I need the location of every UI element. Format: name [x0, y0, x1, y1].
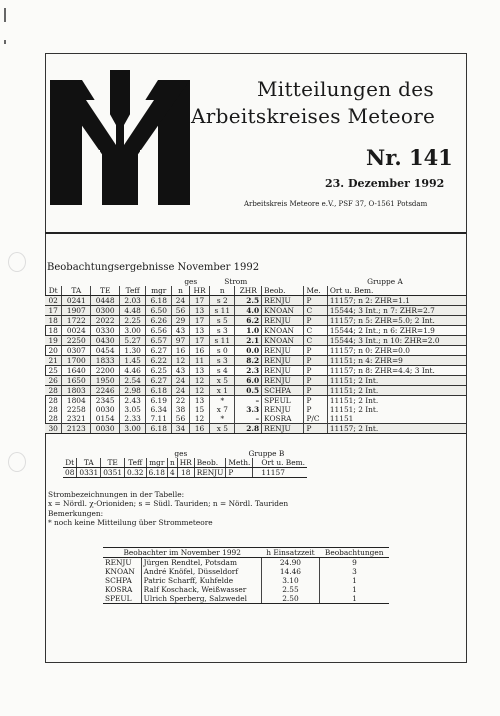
- cell-n: 24: [172, 376, 189, 386]
- cell-te: 0430: [91, 336, 120, 346]
- cell-sn: s 3: [210, 326, 235, 336]
- cell-name: Patric Scharff, Kuhfelde: [141, 576, 261, 585]
- table-row: [45, 306, 466, 316]
- cell-te: 1950: [91, 376, 120, 386]
- cell-hr: 12: [189, 414, 210, 424]
- table-row: [103, 567, 389, 576]
- cell-me: P: [304, 396, 327, 406]
- header-hours: h Einsatzzeit: [261, 548, 319, 558]
- title-line-1: Mitteilungen des: [257, 77, 434, 101]
- cell-mgr: 7.11: [146, 414, 172, 424]
- cell-teff: 4.46: [120, 366, 146, 376]
- cell-me: P: [304, 424, 327, 434]
- cell-sn: s 11: [210, 306, 235, 316]
- cell-ta: 0024: [62, 326, 91, 336]
- header-gruppe: Gruppe A: [367, 277, 403, 286]
- cell-dt: 20: [48, 346, 58, 355]
- cell-me: C: [304, 326, 327, 336]
- cell-n: 34: [172, 424, 189, 434]
- cell-ort: 11151: [327, 414, 466, 424]
- cell-ort: 11157: [253, 468, 307, 478]
- column-header: Dt: [63, 458, 77, 468]
- cell-sn: s 11: [210, 336, 235, 346]
- cell-beob: KNOAN: [262, 326, 304, 336]
- cell-zhr: 2.8: [235, 424, 262, 434]
- cell-zhr: 2.1: [235, 336, 262, 346]
- cell-teff: 1.30: [120, 346, 146, 356]
- observer-summary-table: [103, 547, 389, 604]
- cell-ta: 2321: [62, 414, 91, 424]
- table-row: [45, 346, 466, 356]
- cell-mgr: 6.18: [146, 424, 172, 434]
- cell-teff: 2.33: [120, 414, 146, 424]
- column-header: Beob.: [194, 458, 226, 468]
- cell-observations: 1: [319, 576, 389, 585]
- cell-te: 2022: [91, 316, 120, 326]
- cell-beob: RENJU: [262, 296, 304, 306]
- cell-ta: 1803: [62, 386, 91, 396]
- cell-te: 1833: [91, 356, 120, 366]
- cell-n: 29: [172, 316, 189, 326]
- results-table-group-b: [63, 449, 307, 478]
- cell-mgr: 6.27: [146, 346, 172, 356]
- table-row: [45, 316, 466, 326]
- publisher-address: Arbeitskreis Meteore e.V., PSF 37, O-1561 Potsdam: [244, 200, 428, 208]
- cell-me: P: [304, 356, 327, 366]
- cell-ort: 11151; 2 Int.: [327, 396, 466, 406]
- issue-date: 23. Dezember 1992: [325, 177, 445, 190]
- cell-mgr: 6.56: [146, 326, 172, 336]
- cell-beob: RENJU: [262, 376, 304, 386]
- cell-meth: P: [226, 468, 253, 478]
- table-row: [45, 296, 466, 306]
- cell-dt: 18: [48, 326, 58, 335]
- cell-ort: 11151; 2 Int.: [327, 405, 466, 414]
- cell-n: 56: [172, 306, 189, 316]
- notes-line: * noch keine Mitteilung über Strommeteore: [48, 517, 213, 527]
- cell-beob: RENJU: [262, 316, 304, 326]
- column-header: TA: [62, 286, 91, 296]
- cell-ta: 1804: [62, 396, 91, 406]
- cell-dt: 28: [48, 414, 58, 423]
- header-ges: ges: [174, 449, 188, 458]
- cell-hr: 17: [189, 336, 210, 346]
- column-header: Me.: [304, 286, 327, 296]
- cell-ta: 1722: [62, 316, 91, 326]
- table-row: [45, 376, 466, 386]
- cell-ta: 0241: [62, 296, 91, 306]
- cell-teff: 2.43: [120, 396, 146, 406]
- cell-zhr: 0.0: [235, 346, 262, 356]
- column-header: TE: [101, 458, 125, 468]
- table-row: [45, 366, 466, 376]
- column-header: ZHR: [235, 286, 262, 296]
- cell-te: 0154: [91, 414, 120, 424]
- cell-code: KOSRA: [105, 585, 133, 594]
- cell-dt: 28: [48, 396, 58, 405]
- cell-zhr: –: [235, 396, 262, 406]
- cell-te: 0448: [91, 296, 120, 306]
- cell-mgr: 6.18: [146, 468, 167, 478]
- column-header: HR: [189, 286, 210, 296]
- cell-zhr: 4.0: [235, 306, 262, 316]
- scan-mark: [4, 8, 6, 22]
- cell-name: Ralf Koschack, Weißwasser: [141, 585, 261, 594]
- cell-ta: 0307: [62, 346, 91, 356]
- cell-beob: KNOAN: [262, 306, 304, 316]
- column-header: Beob.: [262, 286, 304, 296]
- cell-sn: s 2: [210, 296, 235, 306]
- column-header: HR: [177, 458, 194, 468]
- table-column-row: [45, 286, 466, 296]
- cell-zhr: 2.3: [235, 366, 262, 376]
- cell-mgr: 6.19: [146, 396, 172, 406]
- cell-ta: 1700: [62, 356, 91, 366]
- cell-beob: RENJU: [194, 468, 226, 478]
- cell-zhr: 6.0: [235, 376, 262, 386]
- header-observations: Beobachtungen: [319, 548, 389, 558]
- cell-n: 16: [172, 346, 189, 356]
- cell-sn: *: [210, 414, 235, 424]
- column-header: TA: [77, 458, 101, 468]
- results-table-group-a: [45, 277, 466, 434]
- cell-me: P: [304, 405, 327, 414]
- cell-observations: 1: [319, 585, 389, 594]
- table-row: [45, 405, 466, 414]
- cell-observations: 3: [319, 567, 389, 576]
- cell-code: KNOAN: [105, 567, 135, 576]
- cell-hr: 12: [189, 376, 210, 386]
- cell-teff: 5.27: [120, 336, 146, 346]
- cell-hr: 13: [189, 326, 210, 336]
- cell-sn: s 4: [210, 366, 235, 376]
- cell-sn: x 5: [210, 424, 235, 434]
- cell-te: 0330: [91, 326, 120, 336]
- cell-teff: 2.98: [120, 386, 146, 396]
- cell-ort: 15544; 3 Int.; n 10: ZHR=2.0: [327, 336, 466, 346]
- column-header: Ort u. Bem.: [327, 286, 466, 296]
- cell-teff: 2.25: [120, 316, 146, 326]
- table-header-row: [45, 277, 466, 286]
- cell-ort: 11157; n 2: ZHR=1.1: [327, 296, 466, 306]
- cell-hr: 17: [189, 316, 210, 326]
- cell-zhr: –: [235, 414, 262, 424]
- cell-beob: RENJU: [262, 366, 304, 376]
- header-gruppe: Gruppe B: [248, 449, 285, 458]
- cell-mgr: 6.25: [146, 366, 172, 376]
- cell-hr: 13: [189, 366, 210, 376]
- cell-zhr: 0.5: [235, 386, 262, 396]
- cell-beob: RENJU: [262, 424, 304, 434]
- header-observer: Beobachter im November 1992: [103, 548, 261, 558]
- cell-hr: 16: [189, 424, 210, 434]
- table-header-row: [103, 548, 389, 558]
- cell-hours: 2.55: [261, 585, 319, 594]
- akm-logo: [50, 70, 190, 210]
- cell-hr: 11: [189, 356, 210, 366]
- punch-hole: [8, 452, 26, 472]
- column-header: TE: [91, 286, 120, 296]
- cell-code: SCHPA: [105, 576, 132, 585]
- cell-beob: RENJU: [262, 405, 304, 414]
- cell-me: P: [304, 296, 327, 306]
- cell-n: 24: [172, 296, 189, 306]
- cell-ort: 11157; n 5: ZHR=5.0; 2 Int.: [327, 316, 466, 326]
- column-header: mgr: [146, 458, 167, 468]
- cell-beob: SCHPA: [262, 386, 304, 396]
- notes-heading: Strombezeichnungen in der Tabelle:: [48, 490, 185, 499]
- cell-sn: s 5: [210, 316, 235, 326]
- cell-n: 56: [172, 414, 189, 424]
- cell-n: 22: [172, 396, 189, 406]
- cell-code: SPEUL: [103, 594, 141, 604]
- cell-me: P: [304, 366, 327, 376]
- punch-hole: [8, 252, 26, 272]
- cell-zhr: 1.0: [235, 326, 262, 336]
- cell-n: 4: [167, 468, 177, 478]
- notes-line: Bemerkungen:: [48, 508, 104, 518]
- table-row: [45, 414, 466, 424]
- cell-me: C: [304, 306, 327, 316]
- cell-dt: 25: [48, 366, 58, 375]
- cell-hours: 14.46: [261, 567, 319, 576]
- cell-teff: 4.48: [120, 306, 146, 316]
- column-header: Teff: [120, 286, 146, 296]
- column-header: Meth.: [226, 458, 253, 468]
- cell-hr: 18: [177, 468, 194, 478]
- cell-ort: 15544; 3 Int.; n 7: ZHR=2.7: [327, 306, 466, 316]
- cell-sn: x 7: [210, 405, 235, 414]
- section-title: Beobachtungsergebnisse November 1992: [47, 262, 260, 273]
- cell-n: 97: [172, 336, 189, 346]
- cell-me: P: [304, 386, 327, 396]
- cell-name: Ulrich Sperberg, Salzwedel: [141, 594, 261, 604]
- notes-block: [48, 490, 288, 527]
- cell-ta: 1640: [62, 366, 91, 376]
- cell-teff: 3.05: [120, 405, 146, 414]
- cell-dt: 28: [45, 386, 62, 396]
- cell-n: 43: [172, 326, 189, 336]
- cell-ort: 11151; 2 Int.: [327, 376, 466, 386]
- cell-mgr: 6.18: [146, 296, 172, 306]
- column-header: n: [210, 286, 235, 296]
- cell-mgr: 6.50: [146, 306, 172, 316]
- cell-ort: 11157; n 0: ZHR=0.0: [327, 346, 466, 356]
- cell-mgr: 6.27: [146, 376, 172, 386]
- cell-me: P: [304, 346, 327, 356]
- column-header: mgr: [146, 286, 172, 296]
- cell-me: P: [304, 376, 327, 386]
- cell-teff: 2.03: [120, 296, 146, 306]
- cell-dt: 02: [45, 296, 62, 306]
- cell-teff: 2.54: [120, 376, 146, 386]
- cell-hr: 16: [189, 346, 210, 356]
- cell-n: 24: [172, 386, 189, 396]
- table-row: [103, 585, 389, 594]
- cell-ort: 11157; n 8: ZHR=4.4; 3 Int.: [327, 366, 466, 376]
- cell-n: 43: [172, 366, 189, 376]
- cell-te: 2246: [91, 386, 120, 396]
- cell-sn: s 0: [210, 346, 235, 356]
- cell-ta: 2123: [62, 424, 91, 434]
- title-line-2: Arbeitskreises Meteore: [191, 104, 436, 128]
- cell-me: P: [304, 316, 327, 326]
- table-row: [103, 594, 389, 604]
- cell-teff: 3.00: [120, 424, 146, 434]
- cell-me: P/C: [304, 414, 327, 424]
- cell-beob: KOSRA: [262, 414, 304, 424]
- cell-zhr: 2.5: [235, 296, 262, 306]
- cell-name: André Knöfel, Düsseldorf: [141, 567, 261, 576]
- cell-sn: x 5: [210, 376, 235, 386]
- cell-dt: 19: [45, 336, 62, 346]
- cell-beob: KNOAN: [262, 336, 304, 346]
- cell-dt: 18: [45, 316, 62, 326]
- cell-sn: s 3: [210, 356, 235, 366]
- cell-zhr: 8.2: [235, 356, 262, 366]
- cell-code: RENJU: [105, 558, 132, 567]
- scan-mark: [4, 40, 6, 44]
- table-row: [45, 336, 466, 346]
- table-row: [45, 356, 466, 366]
- header-strom: Strom: [224, 277, 248, 286]
- column-header: Dt: [45, 286, 62, 296]
- cell-hours: 2.50: [261, 594, 319, 604]
- table-row: [45, 326, 466, 336]
- cell-hours: 3.10: [261, 576, 319, 585]
- cell-te: 2345: [91, 396, 120, 406]
- cell-beob: SPEUL: [262, 396, 304, 406]
- cell-hr: 12: [189, 386, 210, 396]
- header-divider: [45, 232, 466, 234]
- cell-mgr: 6.22: [146, 356, 172, 366]
- cell-mgr: 6.57: [146, 336, 172, 346]
- cell-dt: 30: [45, 424, 62, 434]
- issue-number: Nr. 141: [366, 145, 453, 170]
- cell-me: C: [304, 336, 327, 346]
- cell-dt: 26: [45, 376, 62, 386]
- cell-ta: 1907: [62, 306, 91, 316]
- cell-name: Jürgen Rendtel, Potsdam: [141, 558, 261, 568]
- cell-n: 12: [172, 356, 189, 366]
- cell-sn: x 1: [210, 386, 235, 396]
- cell-observations: 1: [319, 594, 389, 604]
- cell-te: 0454: [91, 346, 120, 356]
- table-row: [45, 386, 466, 396]
- cell-ort: 11151; 2 Int.: [327, 386, 466, 396]
- cell-sn: *: [210, 396, 235, 406]
- cell-teff: 1.45: [120, 356, 146, 366]
- cell-hr: 15: [189, 405, 210, 414]
- cell-n: 38: [172, 405, 189, 414]
- table-row: [45, 424, 466, 434]
- cell-ta: 1650: [62, 376, 91, 386]
- cell-ta: 2258: [62, 405, 91, 414]
- cell-ta: 2250: [62, 336, 91, 346]
- table-row: [63, 468, 307, 478]
- cell-hours: 24.90: [261, 558, 319, 568]
- column-header: n: [172, 286, 189, 296]
- cell-hr: 17: [189, 296, 210, 306]
- table-column-row: [63, 458, 307, 468]
- cell-ort: 11157; 2 Int.: [327, 424, 466, 434]
- cell-hr: 13: [189, 306, 210, 316]
- cell-mgr: 6.18: [146, 386, 172, 396]
- cell-te: 0351: [101, 468, 125, 478]
- table-row: [103, 558, 389, 568]
- cell-dt: 21: [45, 356, 62, 366]
- cell-hr: 13: [189, 396, 210, 406]
- column-header: n: [167, 458, 177, 468]
- cell-mgr: 6.26: [146, 316, 172, 326]
- cell-mgr: 6.34: [146, 405, 172, 414]
- notes-line: x = Nördl. χ-Orioniden; s = Südl. Tauriden; n = Nördl. Tauriden: [48, 499, 289, 509]
- cell-te: 2200: [91, 366, 120, 376]
- table-header-row: [63, 449, 307, 458]
- column-header: Teff: [125, 458, 146, 468]
- cell-teff: 3.00: [120, 326, 146, 336]
- cell-ort: 15544; 2 Int.; n 6: ZHR=1.9: [327, 326, 466, 336]
- cell-te: 0300: [91, 306, 120, 316]
- cell-zhr: 3.3: [235, 405, 262, 414]
- table-row: [103, 576, 389, 585]
- cell-ta: 0331: [77, 468, 101, 478]
- cell-te: 0030: [91, 405, 120, 414]
- cell-dt: 08: [63, 468, 77, 478]
- cell-zhr: 6.2: [235, 316, 262, 326]
- cell-teff: 0.32: [125, 468, 146, 478]
- table-row: [45, 396, 466, 406]
- cell-ort: 11151; n 4: ZHR=9: [327, 356, 466, 366]
- cell-dt: 28: [48, 405, 58, 414]
- cell-dt: 17: [45, 306, 62, 316]
- cell-observations: 9: [319, 558, 389, 568]
- cell-beob: RENJU: [262, 356, 304, 366]
- cell-beob: RENJU: [262, 346, 304, 356]
- header-ges: ges: [184, 277, 198, 286]
- column-header: Ort u. Bem.: [253, 458, 307, 468]
- cell-te: 0030: [91, 424, 120, 434]
